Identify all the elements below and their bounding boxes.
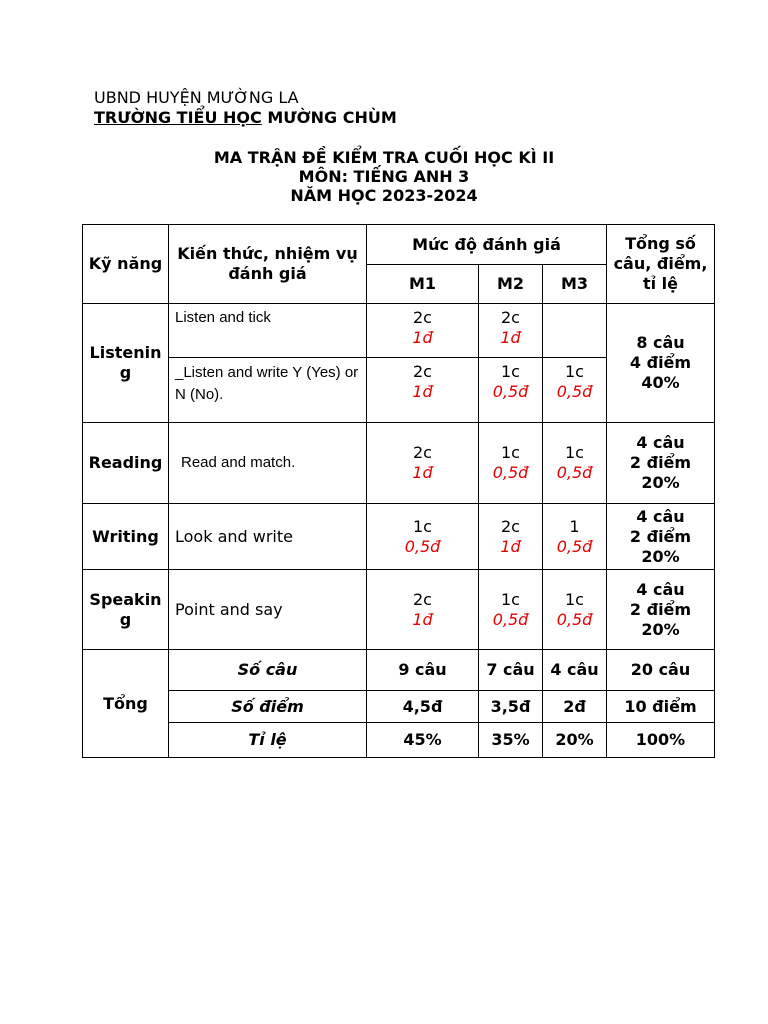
summary-points-m3: 2đ xyxy=(543,691,607,723)
skill-speaking: Speaking xyxy=(83,570,169,650)
total-questions: 4 câu xyxy=(636,579,685,599)
skill-writing: Writing xyxy=(83,504,169,570)
summary-label: Tổng xyxy=(83,650,169,758)
summary-count-label: Số câu xyxy=(169,650,367,691)
task-listen-tick: Listen and tick xyxy=(169,304,367,358)
question-count: 2c xyxy=(413,589,432,609)
cell-listen-tick-m1 xyxy=(367,304,479,358)
summary-count-m3: 4 câu xyxy=(543,650,607,691)
header-m3: M3 xyxy=(543,265,607,304)
point-value: 0,5đ xyxy=(404,536,441,556)
cell-writing-m1 xyxy=(367,504,479,570)
cell-reading-m3 xyxy=(543,423,607,504)
cell-writing-m3 xyxy=(543,504,607,570)
header-skill: Kỹ năng xyxy=(83,225,169,304)
total-points: 2 điểm xyxy=(629,526,692,546)
cell-speaking-m1 xyxy=(367,570,479,650)
table-row xyxy=(83,304,715,358)
year-title: NĂM HỌC 2023-2024 xyxy=(290,186,478,205)
total-reading xyxy=(607,423,715,504)
total-questions: 8 câu xyxy=(636,333,685,352)
point-value: 0,5đ xyxy=(492,609,529,629)
table-row xyxy=(83,570,715,650)
header-knowledge: Kiến thức, nhiệm vụ đánh giá xyxy=(169,225,367,304)
total-writing xyxy=(607,504,715,570)
point-value: 1đ xyxy=(412,463,433,482)
question-count: 1c xyxy=(565,443,584,462)
cell-listen-write-m3 xyxy=(543,358,607,423)
summary-ratio-total: 100% xyxy=(607,723,715,758)
header-level: Mức độ đánh giá xyxy=(367,225,607,265)
table-row xyxy=(83,504,715,570)
table-row xyxy=(83,723,715,758)
question-count: 1c xyxy=(501,589,520,609)
point-value: 1đ xyxy=(412,328,433,347)
point-value: 0,5đ xyxy=(556,536,593,556)
summary-ratio-m2: 35% xyxy=(479,723,543,758)
point-value: 1đ xyxy=(500,536,521,556)
summary-points-label: Số điểm xyxy=(169,691,367,723)
question-count: 1c xyxy=(501,362,520,381)
point-value: 1đ xyxy=(412,609,433,629)
summary-points-total: 10 điểm xyxy=(607,691,715,723)
question-count: 2c xyxy=(501,516,520,536)
point-value: 1đ xyxy=(412,382,433,401)
doc-title: MA TRẬN ĐỀ KIỂM TRA CUỐI HỌC KÌ II xyxy=(213,148,555,167)
question-count: 1c xyxy=(413,516,432,536)
school-header-rest: MƯỜNG CHÙM xyxy=(261,108,397,127)
question-count: 2c xyxy=(413,308,432,327)
total-listening xyxy=(607,304,715,423)
summary-count-m1: 9 câu xyxy=(367,650,479,691)
question-count: 1c xyxy=(565,589,584,609)
question-count: 2c xyxy=(501,308,520,327)
skill-reading: Reading xyxy=(83,423,169,504)
header-m1: M1 xyxy=(367,265,479,304)
summary-count-m2: 7 câu xyxy=(479,650,543,691)
task-listen-write: _Listen and write Y (Yes) or N (No). xyxy=(169,358,367,423)
skill-listening: Listening xyxy=(83,304,169,423)
question-count: 2c xyxy=(413,443,432,462)
summary-points-m1: 4,5đ xyxy=(367,691,479,723)
task-look-write: Look and write xyxy=(169,504,367,570)
assessment-matrix-table xyxy=(82,224,715,758)
total-percent: 20% xyxy=(641,546,680,566)
summary-count-total: 20 câu xyxy=(607,650,715,691)
cell-reading-m1 xyxy=(367,423,479,504)
total-speaking xyxy=(607,570,715,650)
summary-ratio-label: Tỉ lệ xyxy=(169,723,367,758)
task-point-say: Point and say xyxy=(169,570,367,650)
total-questions: 4 câu xyxy=(636,506,685,526)
total-questions: 4 câu xyxy=(636,433,685,452)
total-percent: 20% xyxy=(641,473,680,492)
school-header xyxy=(94,108,397,127)
header-total: Tổng số câu, điểm, tỉ lệ xyxy=(607,225,715,304)
cell-listen-tick-m2 xyxy=(479,304,543,358)
subject-title: MÔN: TIẾNG ANH 3 xyxy=(298,167,470,186)
total-percent: 20% xyxy=(641,619,680,639)
cell-reading-m2 xyxy=(479,423,543,504)
school-header-underlined: TRƯỜNG TIỂU HỌC xyxy=(94,108,262,127)
cell-speaking-m3 xyxy=(543,570,607,650)
cell-listen-tick-m3 xyxy=(543,304,607,358)
summary-points-m2: 3,5đ xyxy=(479,691,543,723)
question-count: 1 xyxy=(569,516,580,536)
cell-listen-write-m1 xyxy=(367,358,479,423)
cell-listen-write-m2 xyxy=(479,358,543,423)
task-read-match: Read and match. xyxy=(169,423,367,504)
question-count: 2c xyxy=(413,362,432,381)
point-value: 0,5đ xyxy=(492,382,529,401)
summary-ratio-m1: 45% xyxy=(367,723,479,758)
district-header: UBND HUYỆN MƯỜNG LA xyxy=(94,88,299,107)
table-row xyxy=(83,650,715,691)
table-row xyxy=(83,423,715,504)
summary-ratio-m3: 20% xyxy=(543,723,607,758)
point-value: 0,5đ xyxy=(556,463,593,482)
total-points: 4 điểm xyxy=(629,353,692,372)
total-points: 2 điểm xyxy=(629,599,692,619)
question-count: 1c xyxy=(501,443,520,462)
total-points: 2 điểm xyxy=(629,453,692,472)
table-row xyxy=(83,691,715,723)
header-m2: M2 xyxy=(479,265,543,304)
total-percent: 40% xyxy=(641,373,680,392)
point-value: 1đ xyxy=(500,328,521,347)
point-value: 0,5đ xyxy=(492,463,529,482)
point-value: 0,5đ xyxy=(556,609,593,629)
cell-speaking-m2 xyxy=(479,570,543,650)
question-count: 1c xyxy=(565,362,584,381)
point-value: 0,5đ xyxy=(556,382,593,401)
cell-writing-m2 xyxy=(479,504,543,570)
